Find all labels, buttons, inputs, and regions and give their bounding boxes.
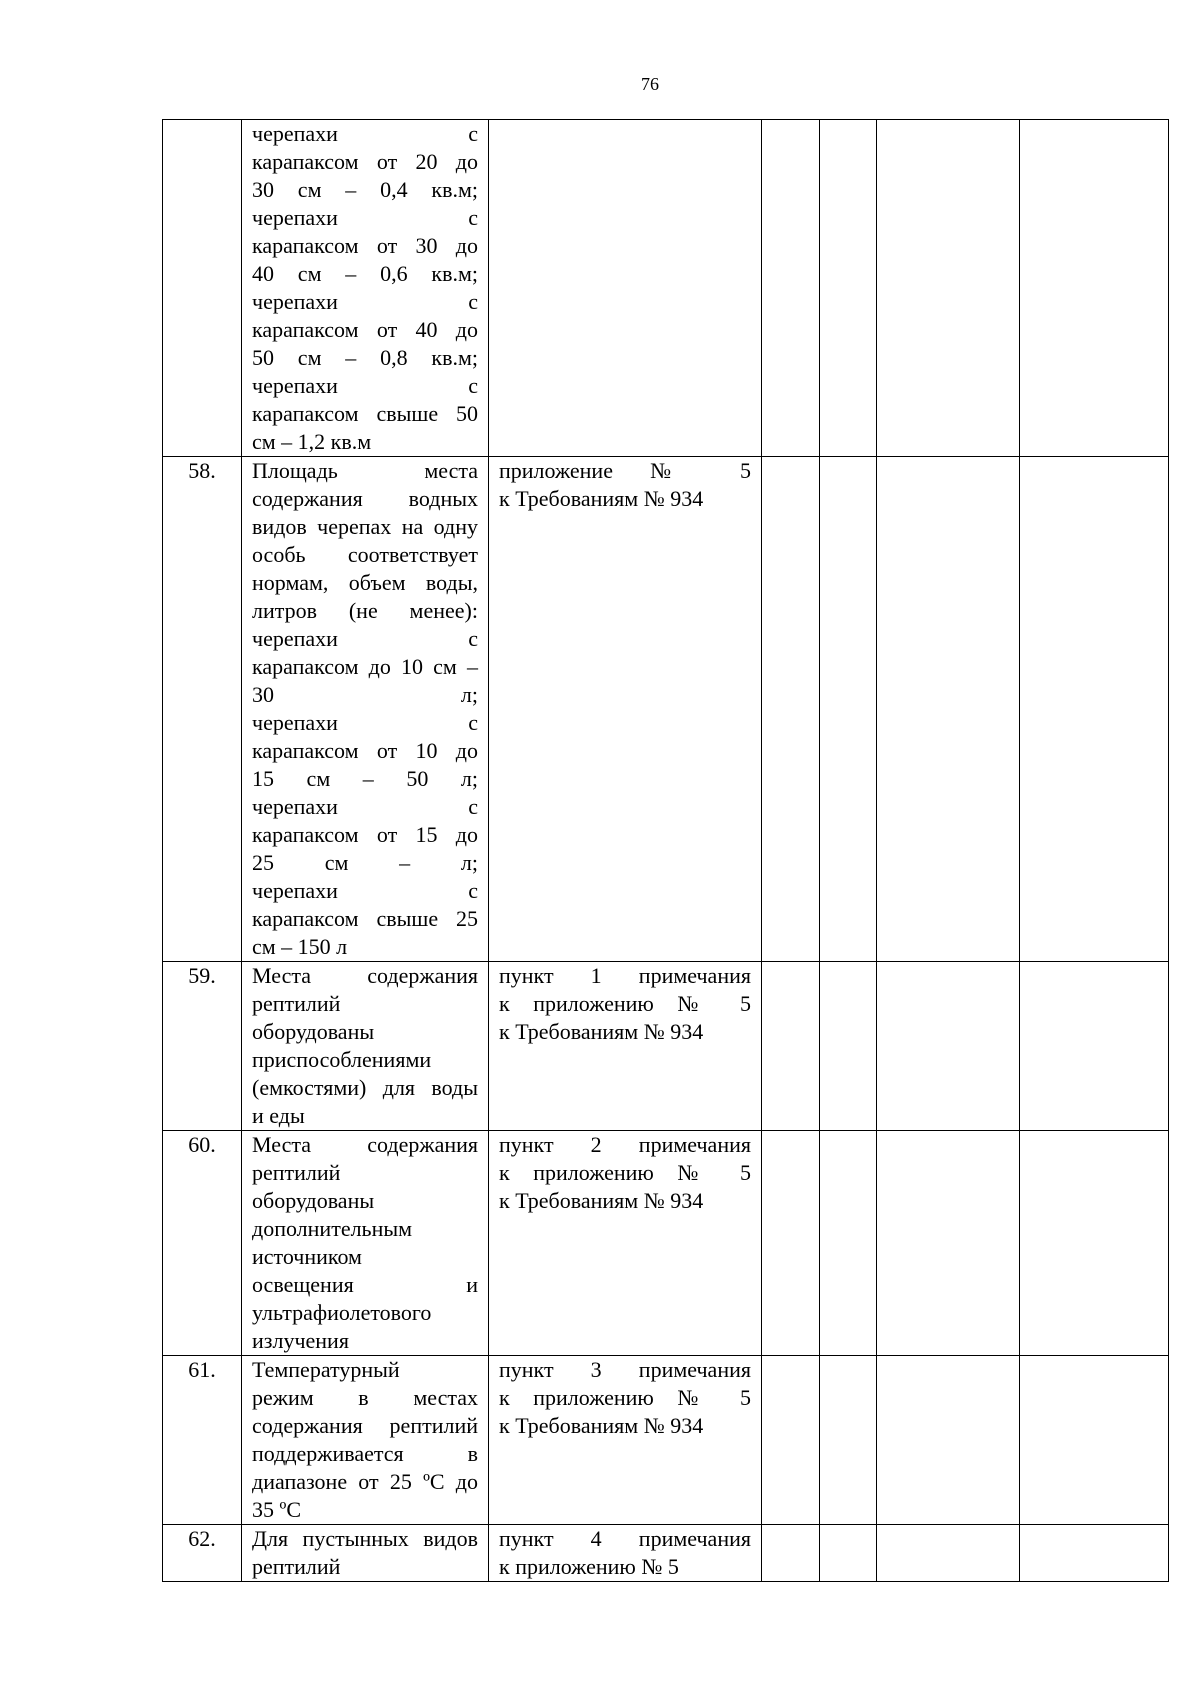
requirement-text-line: ультрафиолетового — [252, 1300, 432, 1325]
table-row — [163, 1131, 1169, 1356]
row-number-cell — [163, 457, 242, 962]
reference-text-line: приложение № 5 — [499, 458, 751, 483]
requirement-text-line: освещения и — [252, 1272, 478, 1297]
answer-yes-cell — [762, 120, 820, 457]
answer-no-cell — [820, 962, 877, 1131]
requirement-text-line: черепахи с — [252, 626, 478, 651]
requirement-text-line: Для пустынных видов — [252, 1526, 478, 1551]
not-applicable-cell — [877, 962, 1020, 1131]
requirement-text-line: режим в местах — [252, 1385, 478, 1410]
requirement-text-line: см – 1,2 кв.м — [252, 429, 372, 454]
reference-text-line: к Требованиям № 934 — [499, 1413, 704, 1438]
reference-text-line: пункт 1 примечания — [499, 963, 751, 988]
requirement-text-line: карапаксом свыше 25 — [252, 906, 478, 931]
comment-cell — [1020, 1525, 1169, 1582]
requirement-text-line: Места содержания — [252, 1132, 478, 1157]
answer-no-cell — [820, 1356, 877, 1525]
requirement-text-line: источником — [252, 1244, 362, 1269]
table-row — [163, 457, 1169, 962]
not-applicable-cell — [877, 1525, 1020, 1582]
requirement-text-line: карапаксом свыше 50 — [252, 401, 478, 426]
requirement-text-line: дополнительным — [252, 1216, 413, 1241]
requirement-text-line: содержания рептилий — [252, 1413, 478, 1438]
row-number-cell — [163, 1525, 242, 1582]
requirement-text-line: черепахи с — [252, 121, 478, 146]
answer-no-cell — [820, 120, 877, 457]
not-applicable-cell — [877, 120, 1020, 457]
requirement-text-line: черепахи с — [252, 373, 478, 398]
requirement-text-line: Площадь места — [252, 458, 478, 483]
requirement-text-line: излучения — [252, 1328, 349, 1353]
requirement-text-line: 25 см – л; — [252, 850, 478, 875]
requirement-text-line: литров (не менее): — [252, 598, 478, 623]
requirement-text-line: видов черепах на одну — [252, 514, 478, 539]
row-number-cell — [163, 962, 242, 1131]
comment-cell — [1020, 1356, 1169, 1525]
reference-text-line: к приложению № 5 — [499, 1160, 751, 1185]
reference-cell — [489, 457, 762, 962]
answer-no-cell — [820, 457, 877, 962]
comment-cell — [1020, 457, 1169, 962]
requirement-text-line: Температурный — [252, 1357, 400, 1382]
reference-text-line: пункт 3 примечания — [499, 1357, 751, 1382]
requirement-cell — [242, 962, 489, 1131]
not-applicable-cell — [877, 1131, 1020, 1356]
page-number: 76 — [641, 74, 659, 94]
requirement-text-line: 30 см – 0,4 кв.м; — [252, 177, 478, 202]
requirement-text-line: карапаксом от 40 до — [252, 317, 478, 342]
requirement-text-line: Места содержания — [252, 963, 478, 988]
requirement-cell — [242, 1356, 489, 1525]
comment-cell — [1020, 120, 1169, 457]
not-applicable-cell — [877, 1356, 1020, 1525]
comment-cell — [1020, 1131, 1169, 1356]
requirement-text-line: рептилий — [252, 1554, 341, 1579]
row-number-cell — [163, 1131, 242, 1356]
answer-no-cell — [820, 1525, 877, 1582]
requirement-text-line: особь соответствует — [252, 542, 478, 567]
table-row — [163, 1356, 1169, 1525]
requirement-text-line: и еды — [252, 1103, 305, 1128]
reference-text-line: пункт 4 примечания — [499, 1526, 751, 1551]
requirement-text-line: черепахи с — [252, 710, 478, 735]
requirement-text-line: карапаксом до 10 см – — [252, 654, 478, 679]
requirement-text-line: оборудованы — [252, 1188, 375, 1213]
answer-yes-cell — [762, 1356, 820, 1525]
reference-text-line: к Требованиям № 934 — [499, 1188, 704, 1213]
requirement-text-line: (емкостями) для воды — [252, 1075, 478, 1100]
reference-text-line: пункт 2 примечания — [499, 1132, 751, 1157]
reference-cell — [489, 1356, 762, 1525]
row-number-cell — [163, 120, 242, 457]
requirement-text-line: карапаксом от 10 до — [252, 738, 478, 763]
reference-text-line: к приложению № 5 — [499, 991, 751, 1016]
reference-cell — [489, 962, 762, 1131]
requirement-text-line: 40 см – 0,6 кв.м; — [252, 261, 478, 286]
requirement-text-line: рептилий — [252, 1160, 341, 1185]
checklist-table — [162, 119, 1169, 1582]
reference-cell — [489, 120, 762, 457]
requirement-text-line: см – 150 л — [252, 934, 348, 959]
requirement-text-line: 35 ºС — [252, 1497, 301, 1522]
requirement-text-line: черепахи с — [252, 289, 478, 314]
row-number-cell — [163, 1356, 242, 1525]
requirement-text-line: черепахи с — [252, 794, 478, 819]
reference-text-line: к приложению № 5 — [499, 1554, 679, 1579]
requirement-text-line: поддерживается в — [252, 1441, 478, 1466]
table-row — [163, 120, 1169, 457]
row-number: 59. — [188, 963, 216, 988]
requirement-cell — [242, 120, 489, 457]
row-number: 62. — [188, 1526, 216, 1551]
requirement-cell — [242, 1131, 489, 1356]
answer-yes-cell — [762, 962, 820, 1131]
requirement-text-line: оборудованы — [252, 1019, 375, 1044]
reference-text-line: к Требованиям № 934 — [499, 1019, 704, 1044]
table-row — [163, 1525, 1169, 1582]
requirement-text-line: содержания водных — [252, 486, 478, 511]
not-applicable-cell — [877, 457, 1020, 962]
requirement-text-line: карапаксом от 15 до — [252, 822, 478, 847]
requirement-text-line: 50 см – 0,8 кв.м; — [252, 345, 478, 370]
requirement-text-line: нормам, объем воды, — [252, 570, 478, 595]
requirement-text-line: черепахи с — [252, 205, 478, 230]
requirement-text-line: карапаксом от 30 до — [252, 233, 478, 258]
requirement-text-line: 30 л; — [252, 682, 478, 707]
requirement-text-line: карапаксом от 20 до — [252, 149, 478, 174]
row-number: 58. — [188, 458, 216, 483]
answer-yes-cell — [762, 1525, 820, 1582]
requirement-text-line: диапазоне от 25 ºС до — [252, 1469, 478, 1494]
answer-yes-cell — [762, 1131, 820, 1356]
requirement-cell — [242, 457, 489, 962]
row-number: 61. — [188, 1357, 216, 1382]
reference-text-line: к Требованиям № 934 — [499, 486, 704, 511]
requirement-text-line: приспособлениями — [252, 1047, 432, 1072]
row-number: 60. — [188, 1132, 216, 1157]
table-row — [163, 962, 1169, 1131]
table-body — [163, 120, 1169, 1582]
reference-cell — [489, 1525, 762, 1582]
requirement-text-line: 15 см – 50 л; — [252, 766, 478, 791]
requirement-cell — [242, 1525, 489, 1582]
requirement-text-line: рептилий — [252, 991, 341, 1016]
requirement-text-line: черепахи с — [252, 878, 478, 903]
comment-cell — [1020, 962, 1169, 1131]
reference-cell — [489, 1131, 762, 1356]
answer-no-cell — [820, 1131, 877, 1356]
reference-text-line: к приложению № 5 — [499, 1385, 751, 1410]
answer-yes-cell — [762, 457, 820, 962]
